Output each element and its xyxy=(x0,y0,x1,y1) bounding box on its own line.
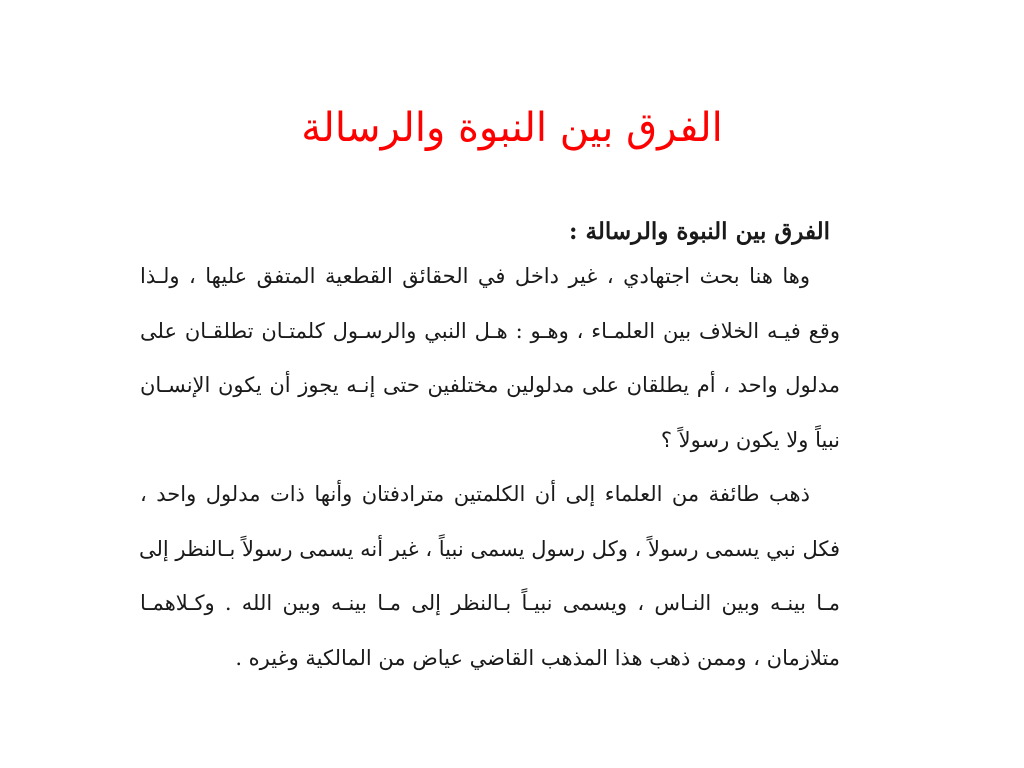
paragraph-1 xyxy=(140,260,840,478)
excerpt-heading: الفرق بين النبوة والرسالة : xyxy=(569,218,830,245)
paragraph-1-line: وقع فيـه الخلاف بين العلمـاء ، وهـو : هـل النبي والرسـول كلمتـان تطلقـان على xyxy=(140,318,840,343)
scanned-text-excerpt xyxy=(140,212,840,696)
paragraph-1-line: نبياً ولا يكون رسولاً ؟ xyxy=(660,427,840,452)
paragraph-2-line: ذهب طائفة من العلماء إلى أن الكلمتين مترادفتان وأنها ذات مدلول واحد ، xyxy=(140,482,810,506)
paragraph-2-line: متلازمان ، وممن ذهب هذا المذهب القاضي عياض من المالكية وغيره . xyxy=(235,645,840,670)
paragraph-2-line: مـا بينـه وبين النـاس ، ويسمى نبيـاً بـالنظر إلى مـا بينـه وبين الله . وكـلاهمـا xyxy=(140,591,840,615)
paragraph-1-line: وها هنا بحث اجتهادي ، غير داخل في الحقائق القطعية المتفق عليها ، ولـذا xyxy=(140,264,810,288)
paragraph-2-line: فكل نبي يسمى رسولاً ، وكل رسول يسمى نبياً ، غير أنه يسمى رسولاً بـالنظر إلى xyxy=(138,536,840,561)
paragraph-1-line: مدلول واحد ، أم يطلقان على مدلولين مختلفين حتى إنـه يجوز أن يكون الإنسـان xyxy=(140,373,840,397)
paragraph-2 xyxy=(140,478,840,696)
slide-title: الفرق بين النبوة والرسالة xyxy=(301,105,723,151)
